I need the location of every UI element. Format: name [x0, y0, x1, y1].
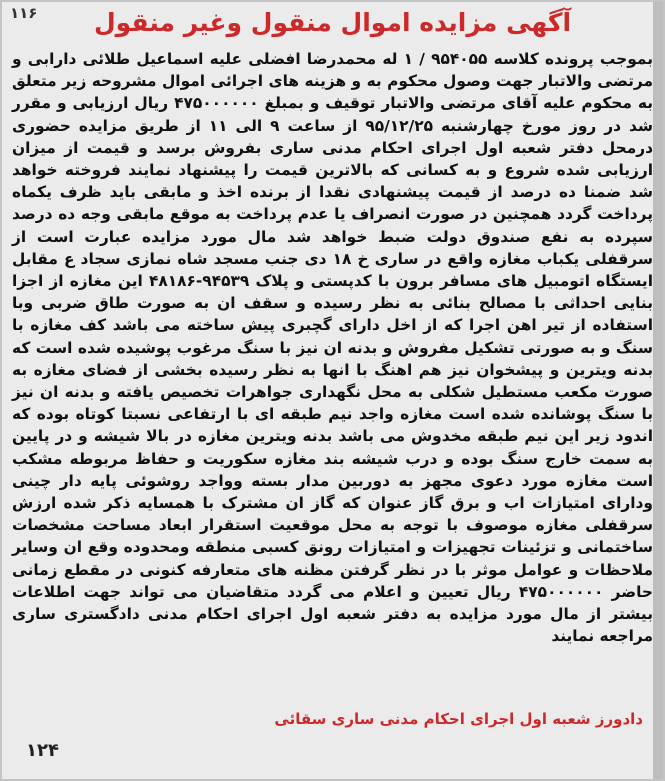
notice-body: بموجب پرونده کلاسه ۹۵۴۰۵۵ / ۱ له محمدرضا افضلی علیه اسماعیل طلائی دارابی و مرتضی والاتبار جهت وصول محکوم به و هزینه های اجرائی اموال مشروحه زیر متعلق به محکوم علیه آقای مرتضی والاتبار توقیف و بمبلغ ۴۷۵۰۰۰۰۰۰ ریال ارزیابی و مقرر شد در روز مورخ چهارشنبه ۹۵/۱۲/۲۵ از ساعت ۹ الی ۱۱ از طریق مزایده حضوری درمحل دفتر شعبه اول اجرای احکام مدنی ساری بفروش برسد و قیمت از میزان ارزیابی شده شروع و به کسانی که بالاترین قیمت را پیشنهاد نمایند فروخته خواهد شد ضمنا ده درصد از قیمت پیشنهادی نقدا از برنده اخذ و مابقی باید ظرف یکماه پرداخت گردد همچنین در صورت انصراف یا عدم پرداخت به موقع مابقی وجه ده درصد سپرده به نفع صندوق دولت ضبط خواهد شد مال مورد مزایده عبارت است از سرقفلی یکباب مغازه واقع در ساری خ ۱۸ دی جنب مسجد شاه نمازی سجاد ع مقابل ایستگاه اتومبیل های مسافر برون با کدپستی و پلاک ۹۴۵۳۹-۴۸۱۸۶ این مغازه از اجزا بنایی احداثی با مصالح بنائی به نظر رسیده و سقف ان به صورت طاق ضربی وبا استفاده از تیر اهن اجرا که از اخل دارای گچبری پیش ساخته می باشد کف مغازه با سنگ و به صورتی تشکیل مفروش و بدنه ان نیز با سنگ مرغوب پوشیده شده است که بدنه ویترین و پیشخوان نیز هم اهنگ با انها به نظر رسیده بخشی از فضای مغازه به صورت مکعب مستطیل شکلی به محل نگهداری جواهرات تخصیص یافته و بدنه ان نیز با سنگ پوشانده شده است مغازه واجد نیم طبقه ای با ارتفاعی نسبتا کوتاه بوده که اندود زیر این نیم طبقه مخدوش می باشد بدنه ویترین مغازه در بالا شیشه و در پایین به سمت خارج سنگ بوده و درب شیشه بند مغازه سکوریت و حفاظ مربوطه مشکب است مغازه مورد دعوی مجهز به دوربین مدار بسته وواجد روشوئی پایه دار چینی ودارای امتیازات اب و برق گاز عنوان که گاز ان مشترک با همسایه ذکر شده ارزش سرقفلی مغازه موصوف با توجه به محل موقعیت استقرار ابعاد مساحت مشخصات ساختمانی و تزئینات تجهیزات و امتیازات رونق کسبی منطقه ومحدوده وقع ان وسایر ملاحظات و عوامل موثر با در نظر گرفتن مظنه های متعارفه کنونی در مقطع زمانی حاضر ۴۷۵۰۰۰۰۰۰ ریال تعیین و اعلام می گردد متقاضیان می تواند جهت اطلاعات بیشتر از مال مورد مزایده به دفتر شعبه اول اجرای احکام مدنی دادگستری ساری مراجعه نمایند — [12, 50, 654, 646]
notice-title: آگهی مزایده اموال منقول وغیر منقول — [93, 8, 572, 37]
footer-number: ۱۲۴ — [26, 740, 59, 761]
corner-number: ۱۱۶ — [10, 4, 38, 22]
page-edge — [653, 2, 663, 781]
notice-signature: دادورز شعبه اول اجرای احکام مدنی ساری سقائی — [274, 710, 643, 728]
